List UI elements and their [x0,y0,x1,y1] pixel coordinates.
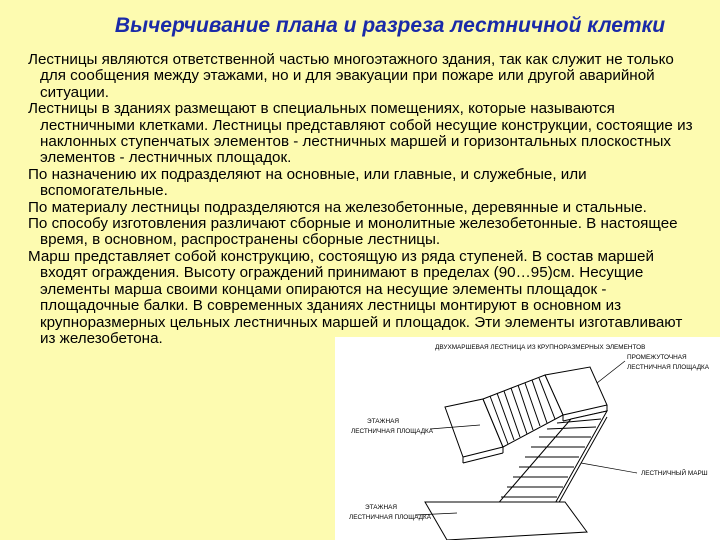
paragraph-material: По материалу лестницы подразделяются на железобетонные, деревянные и стальные. [28,198,647,216]
leader-flight [581,463,637,473]
label-floor-bottom-2: ЛЕСТНИЧНАЯ ПЛОЩАДКА [349,514,432,521]
paragraph-purpose: По назначению их подразделяют на основные, или главные, и служебные, или вспомогательные. [28,165,587,200]
paragraph-flight: Марш представляет собой конструкцию, состоящую из ряда ступеней. В состав маршей входят ограждения. Высоту ограждений принимают в пределах (90…95)см. Несущие элементы марша своими концами опираются на несущие элементы площадок - площадочные балки. В современных зданиях лестницы монтируют в основном из крупноразмерных цельных лестничных маршей и площадок. Эти элементы изготавливают из железобетона. [28,247,683,347]
paragraph-manufacturing: По способу изготовления различают сборные и монолитные железобетонные. В настоящее время, в основном, распространены сборные лестницы. [28,215,678,249]
paragraph-stairs-importance: Лестницы являются ответственной частью многоэтажного здания, так как служит не только для сообщения между этажами, но и для эвакуации при пожаре или другой аварийной ситуации. [28,51,674,101]
label-floor-top-1: ЭТАЖНАЯ [367,418,399,425]
label-intermediate-2: ЛЕСТНИЧНАЯ ПЛОЩАДКА [627,364,710,371]
label-floor-bottom-1: ЭТАЖНАЯ [365,504,397,511]
paragraph-stair-cells: Лестницы в зданиях размещают в специальных помещениях, которые называются лестничными клетками. Лестницы представляют собой несущие конструкции, состоящие из наклонных ступенчатых элементов - лестничных маршей и горизонтальных плоскостных элементов - лестничных площадок. [28,100,693,167]
page-title: Вычерчивание плана и разреза лестничной клетки [114,14,666,37]
leader-intermediate [597,361,625,383]
figure-caption: ДВУХМАРШЕВАЯ ЛЕСТНИЦА ИЗ КРУПНОРАЗМЕРНЫХ ЭЛЕМЕНТОВ [435,344,646,351]
lower-floor-landing [425,502,587,540]
label-flight: ЛЕСТНИЧНЫЙ МАРШ [641,470,708,477]
label-floor-top-2: ЛЕСТНИЧНАЯ ПЛОЩАДКА [351,428,434,435]
staircase-drawing [335,337,720,540]
label-intermediate-1: ПРОМЕЖУТОЧНАЯ [627,354,687,361]
staircase-figure [335,337,720,540]
body-text [28,52,700,347]
